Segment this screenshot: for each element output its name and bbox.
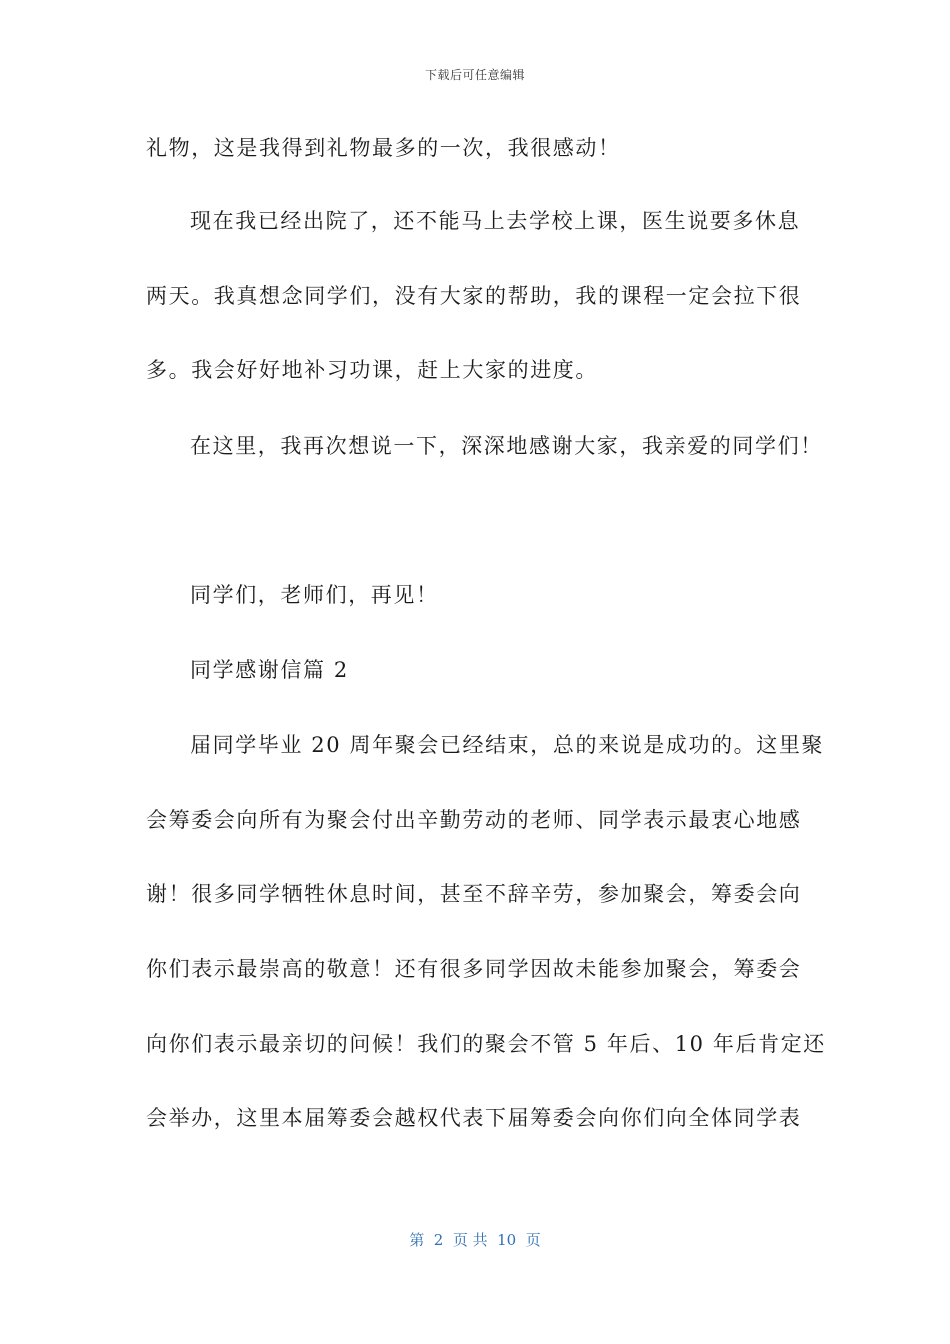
paragraph-line: 会举办，这里本届筹委会越权代表下届筹委会向你们向全体同学表: [146, 1106, 802, 1130]
paragraph-line: 向你们表示最亲切的问候！我们的聚会不管 5 年后、10 年后肯定还: [146, 1032, 826, 1056]
closing-line: 同学们，老师们，再见！: [190, 583, 439, 607]
paragraph-line: 礼物，这是我得到礼物最多的一次，我很感动！: [146, 136, 621, 160]
paragraph-line: 两天。我真想念同学们，没有大家的帮助，我的课程一定会拉下很: [146, 284, 802, 308]
paragraph-line: 现在我已经出院了，还不能马上去学校上课，医生说要多休息: [190, 209, 801, 233]
paragraph-line: 届同学毕业 20 周年聚会已经结束，总的来说是成功的。这里聚: [190, 733, 825, 757]
paragraph-line: 谢！很多同学牺牲休息时间，甚至不辞辛劳，参加聚会，筹委会向: [146, 882, 802, 906]
section-title: 同学感谢信篇 2: [190, 658, 349, 682]
paragraph-line: 多。我会好好地补习功课，赶上大家的进度。: [146, 358, 598, 382]
paragraph-line: 你们表示最崇高的敬意！还有很多同学因故未能参加聚会，筹委会: [146, 957, 802, 981]
page-header: 下载后可任意编辑: [424, 68, 525, 82]
page-number-footer: 第 2 页 共 10 页: [409, 1231, 541, 1249]
paragraph-line: 会筹委会向所有为聚会付出辛勤劳动的老师、同学表示最衷心地感: [146, 808, 802, 832]
paragraph-line: 在这里，我再次想说一下，深深地感谢大家，我亲爱的同学们！: [190, 434, 823, 458]
